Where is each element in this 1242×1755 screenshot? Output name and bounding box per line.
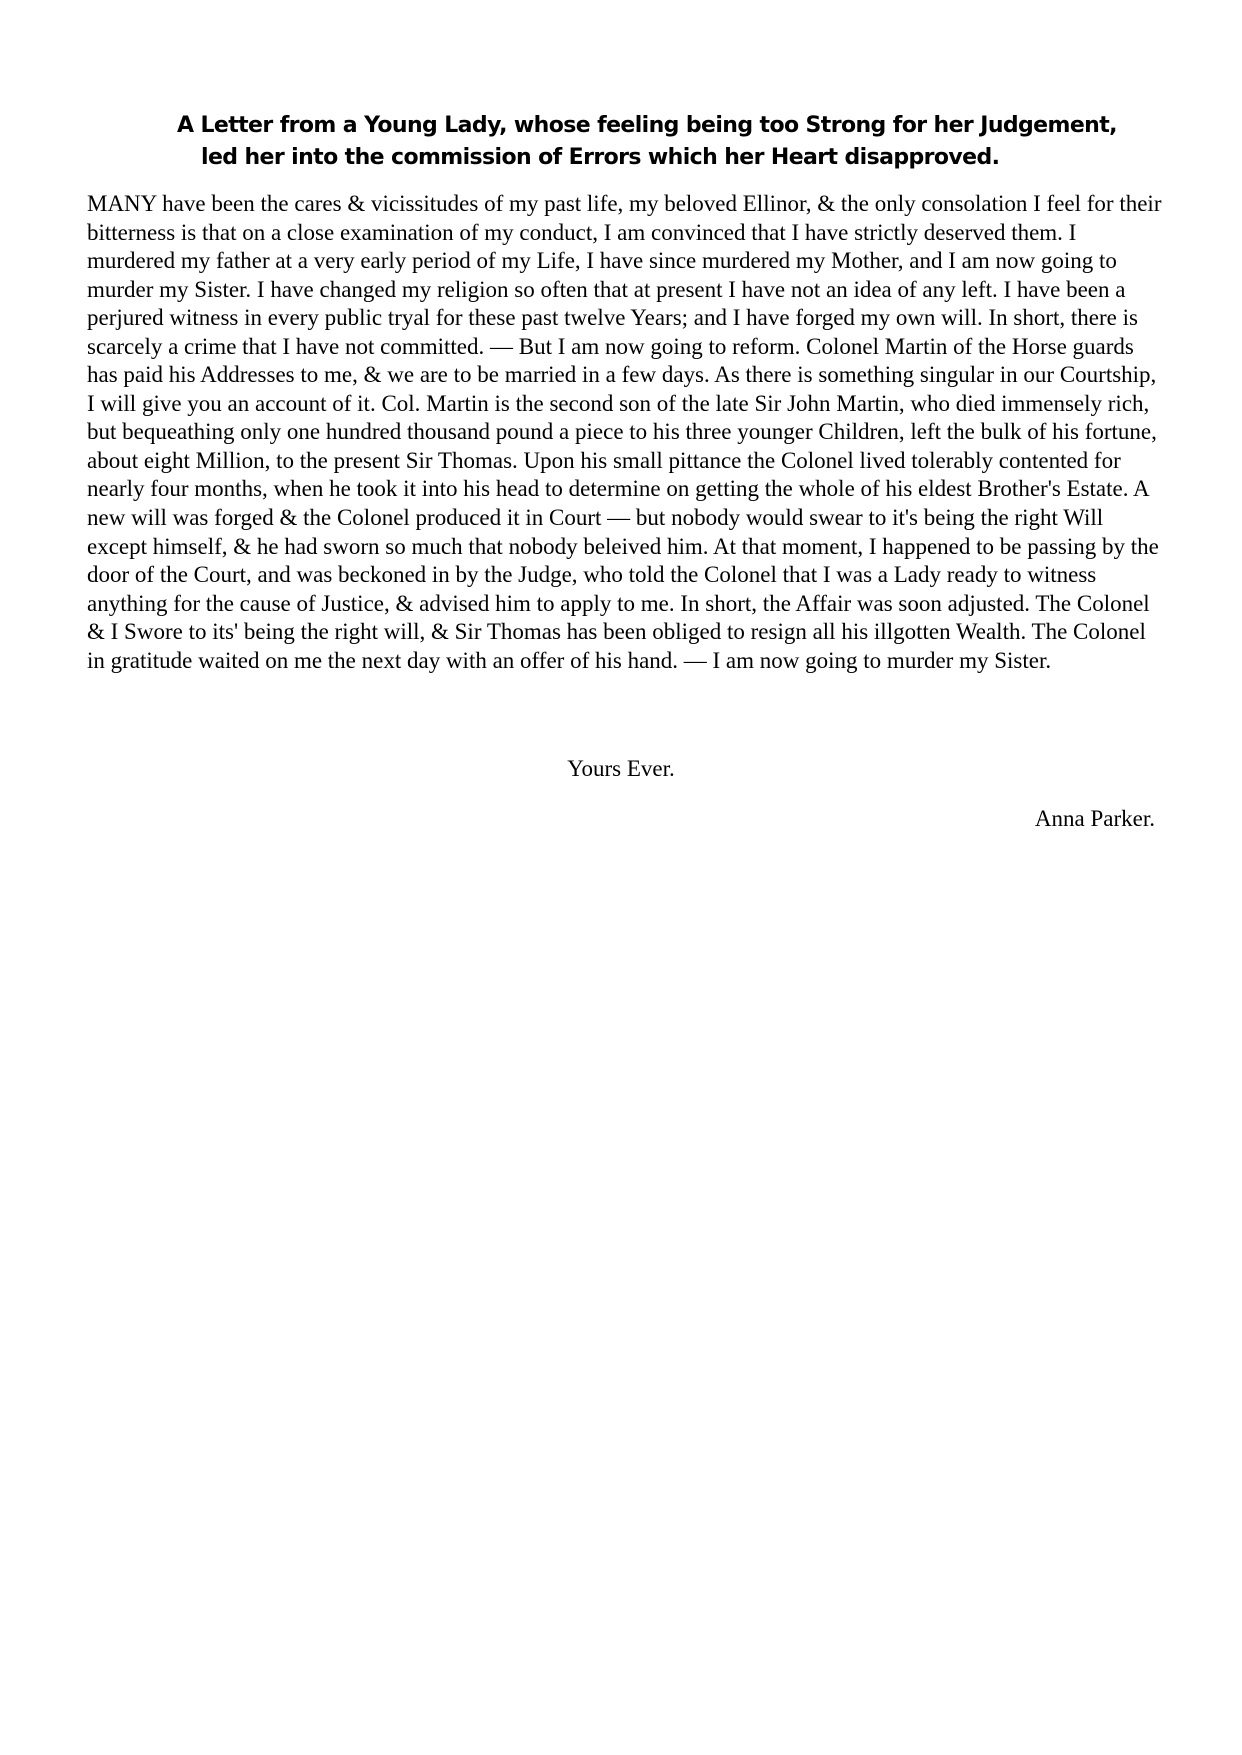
letter-title	[150, 110, 1150, 174]
letter-title-line-2: led her into the commission of Errors which her Heart disapproved.	[201, 145, 1000, 170]
letter-signature: Anna Parker.	[1034, 806, 1155, 831]
letter-body: MANY have been the cares & vicissitudes of my past life, my beloved Ellinor, & the only consolation I feel for their bitterness is that on a close examination of my conduct, I am convinced that I have strictly deserved them. I murdered my father at a very early period of my Life, I have since murdered my Mother, and I am now going to murder my Sister. I have changed my religion so often that at present I have not an idea of any left. I have been a perjured witness in every public tryal for these past twelve Years; and I have forged my own will. In short, there is scarcely a crime that I have not committed. — But I am now going to reform. Colonel Martin of the Horse guards has paid his Addresses to me, & we are to be married in a few days. As there is something singular in our Courtship, I will give you an account of it. Col. Martin is the second son of the late Sir John Martin, who died immensely rich, but bequeathing only one hundred thousand pound a piece to his three younger Children, left the bulk of his fortune, about eight Million, to the present Sir Thomas. Upon his small pittance the Colonel lived tolerably contented for nearly four months, when he took it into his head to determine on getting the whole of his eldest Brother's Estate. A new will was forged & the Colonel produced it in Court — but nobody would swear to it's being the right Will except himself, & he had sworn so much that nobody beleived him. At that moment, I happened to be passing by the door of the Court, and was beckoned in by the Judge, who told the Colonel that I was a Lady ready to witness anything for the cause of Justice, & advised him to apply to me. In short, the Affair was soon adjusted. The Colonel & I Swore to its' being the right will, & Sir Thomas has been obliged to resign all his illgotten Wealth. The Colonel in gratitude waited on me the next day with an offer of his hand. — I am now going to murder my Sister.	[87, 191, 1162, 673]
letter-title-line-1: A Letter from a Young Lady, whose feeling being too Strong for her Judgement,	[177, 113, 1117, 138]
letter-closing: Yours Ever.	[567, 756, 675, 781]
